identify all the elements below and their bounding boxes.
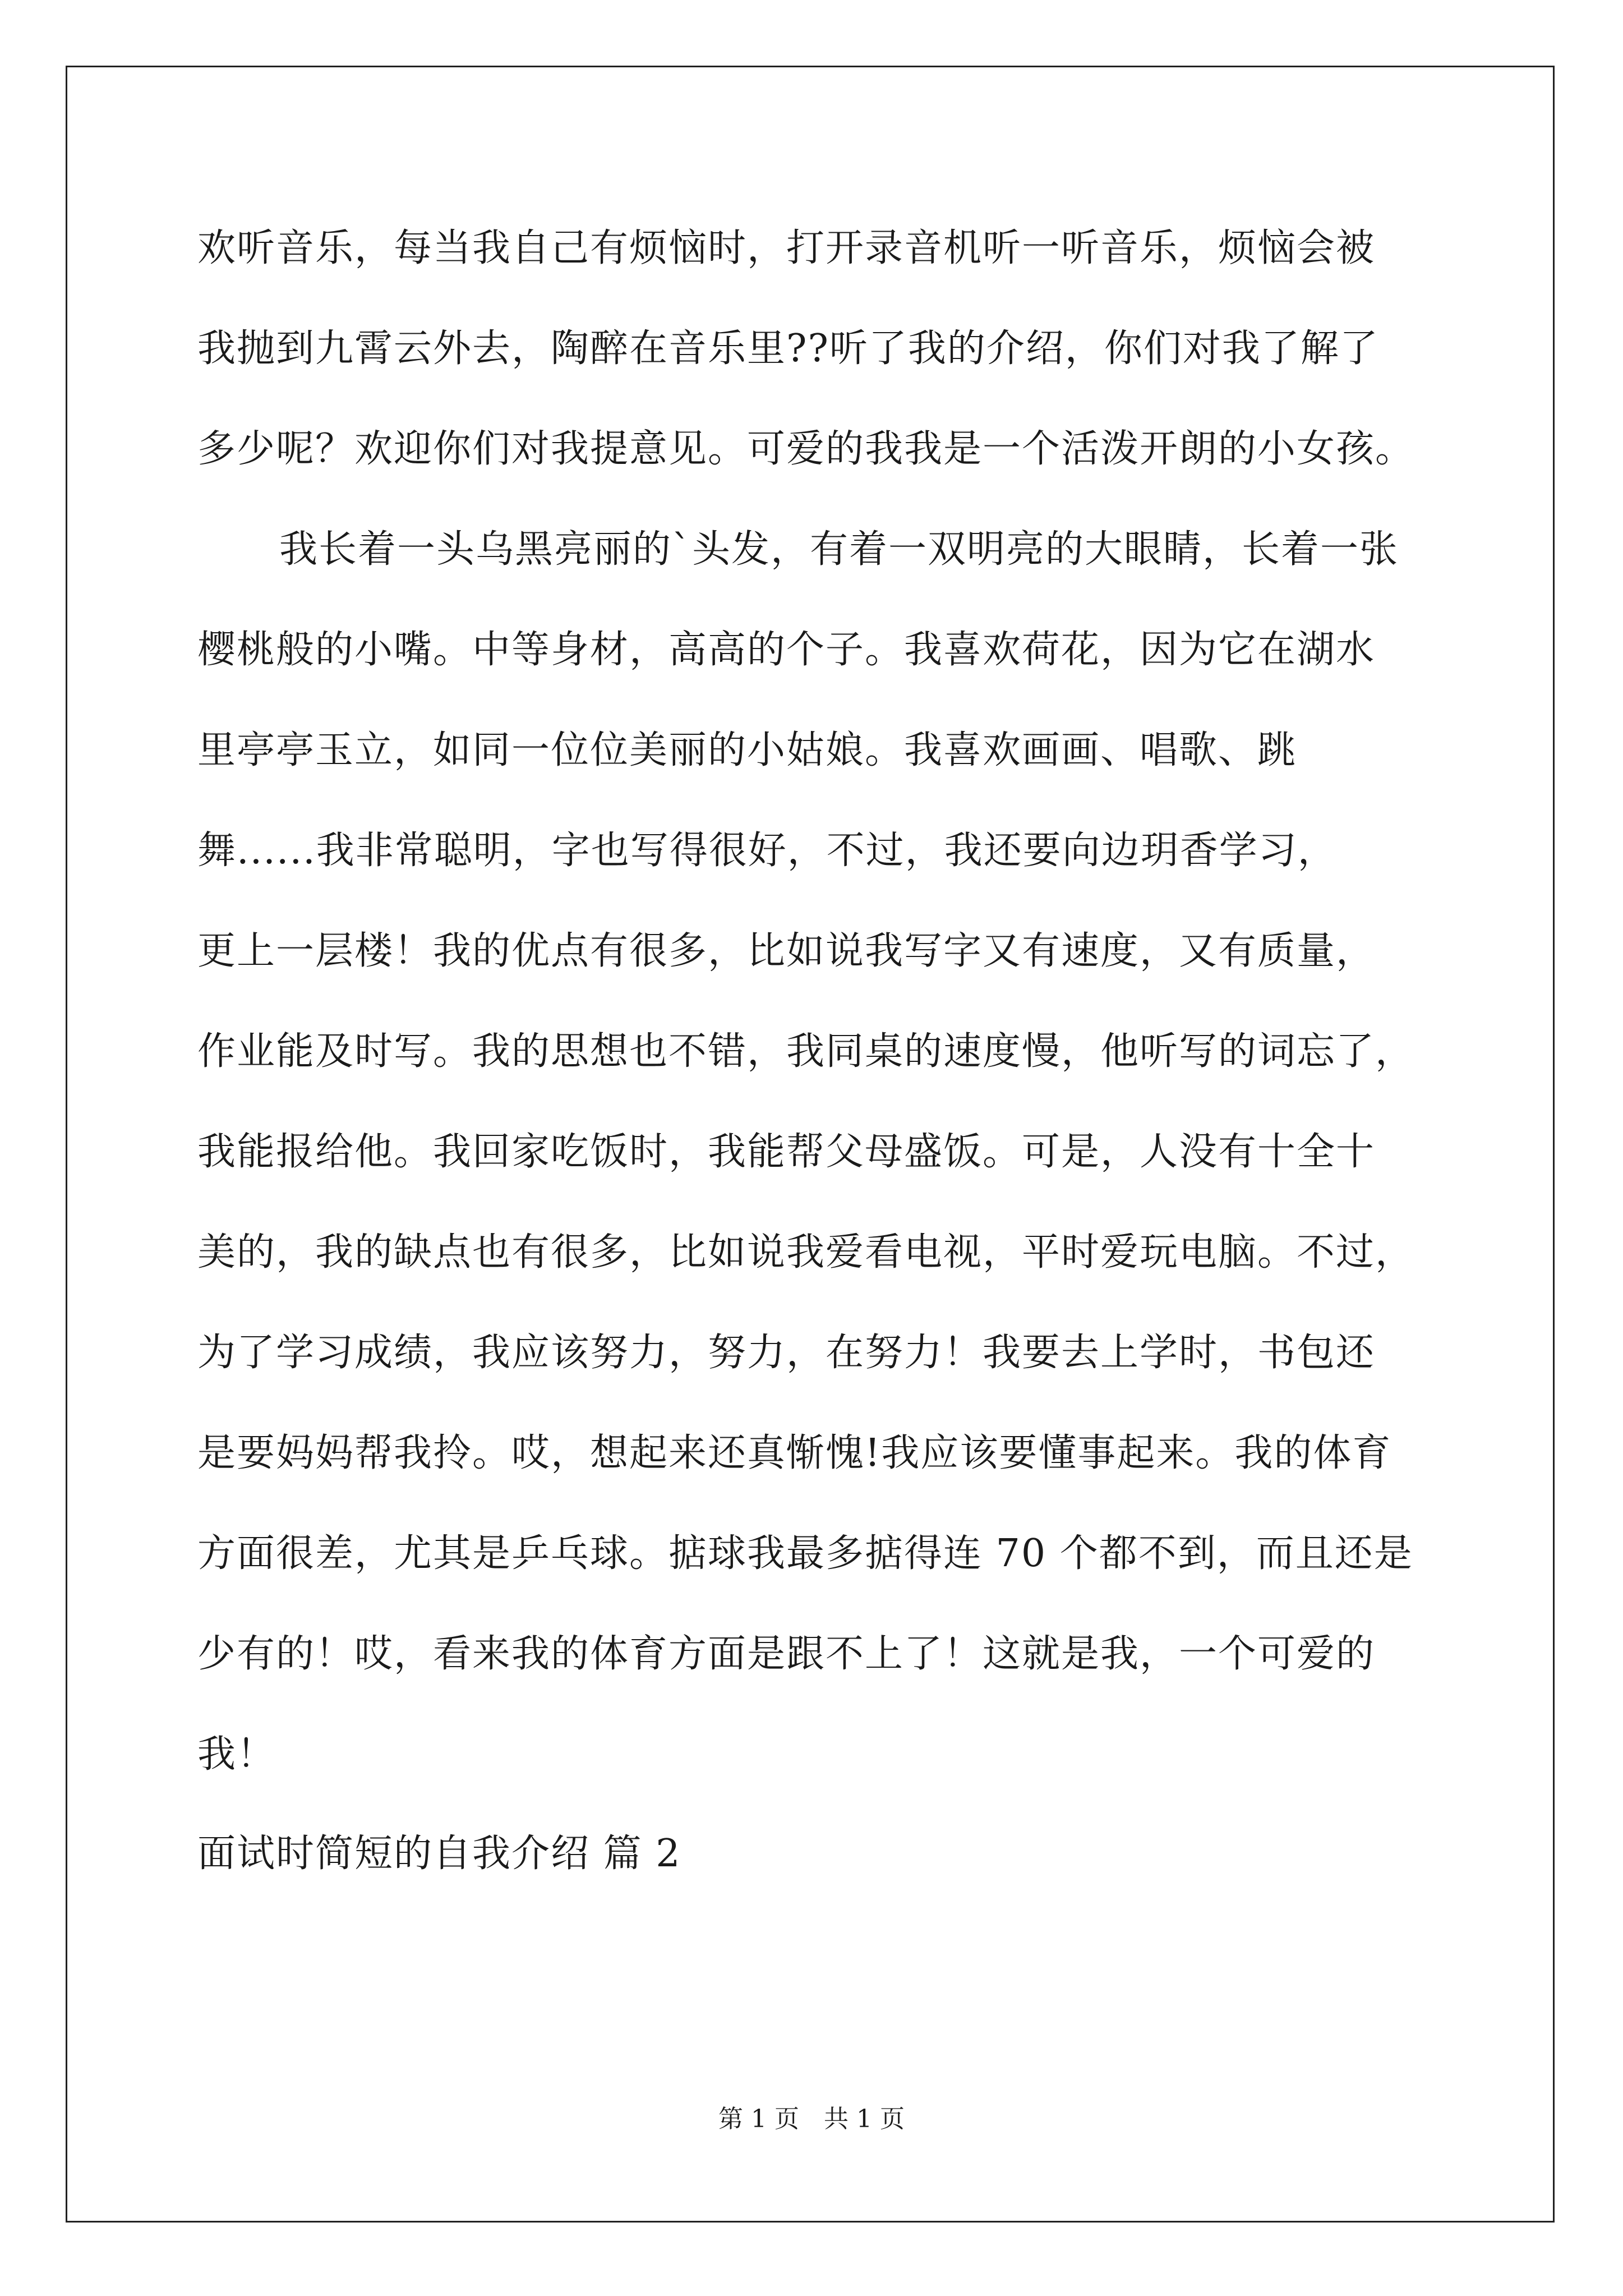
- paragraph-line: 樱桃般的小嘴。中等身材，高高的个子。我喜欢荷花，因为它在湖水: [197, 628, 1376, 672]
- paragraph-line: 里亭亭玉立，如同一位位美丽的小姑娘。我喜欢画画、唱歌、跳: [197, 728, 1297, 772]
- paragraph-line: 少有的！哎，看来我的体育方面是跟不上了！这就是我，一个可爱的: [197, 1632, 1376, 1676]
- paragraph-line: 我抛到九霄云外去，陶醉在音乐里??听了我的介绍，你们对我了解了: [197, 326, 1379, 371]
- paragraph-line: 我长着一头乌黑亮丽的`头发，有着一双明亮的大眼睛，长着一张: [279, 527, 1399, 572]
- paragraph-line: 为了学习成绩，我应该努力，努力，在努力！我要去上学时，书包还: [197, 1331, 1376, 1375]
- paragraph-line: 方面很差，尤其是乒乓球。掂球我最多掂得连 70 个都不到，而且还是: [197, 1531, 1413, 1576]
- paragraph-line: 我！: [197, 1732, 276, 1777]
- paragraph-line: 作业能及时写。我的思想也不错，我同桌的速度慢，他听写的词忘了，: [197, 1029, 1415, 1074]
- section-heading: 面试时简短的自我介绍 篇 2: [197, 1832, 681, 1876]
- paragraph-line: 多少呢？欢迎你们对我提意见。可爱的我我是一个活泼开朗的小女孩。: [197, 427, 1415, 471]
- paragraph-line: 更上一层楼！我的优点有很多，比如说我写字又有速度，又有质量，: [197, 929, 1376, 973]
- paragraph-line: 欢听音乐，每当我自己有烦恼时，打开录音机听一听音乐，烦恼会被: [197, 226, 1376, 270]
- paragraph-line: 美的，我的缺点也有很多，比如说我爱看电视，平时爱玩电脑。不过，: [197, 1230, 1415, 1274]
- paragraph-line: 我能报给他。我回家吃饭时，我能帮父母盛饭。可是，人没有十全十: [197, 1130, 1376, 1174]
- paragraph-line: 是要妈妈帮我拎。哎，想起来还真惭愧!我应该要懂事起来。我的体育: [197, 1431, 1392, 1475]
- page-footer: 第 1 页 共 1 页: [718, 2105, 905, 2133]
- paragraph-line: 舞......我非常聪明，字也写得很好，不过，我还要向边玥香学习，: [197, 829, 1337, 873]
